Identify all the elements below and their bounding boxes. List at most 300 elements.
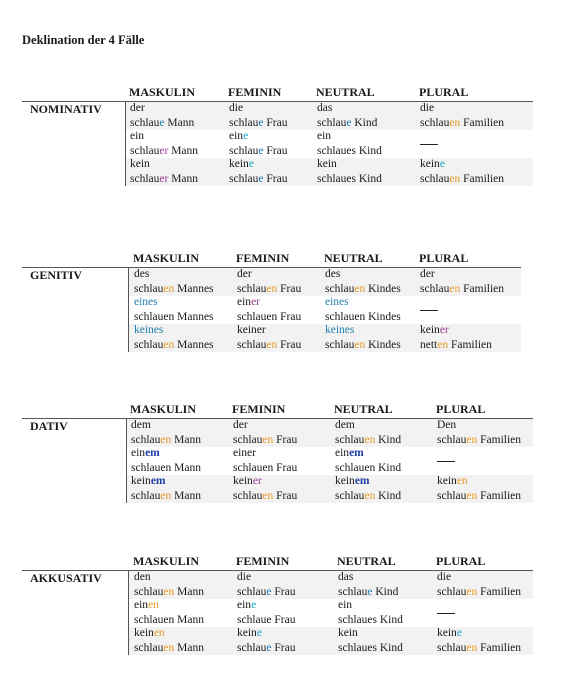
ending-highlight: en [266,338,278,351]
word-text: schlauen Kindes [325,310,401,323]
cell-maskulin [130,101,194,130]
word-text: ein [317,130,332,142]
cell-line [237,295,301,310]
word-text: Kindes [365,282,401,295]
ending-highlight: e [248,158,254,170]
cell-feminin [229,101,287,130]
cell-line [420,267,504,282]
cell-plural [420,157,504,186]
word-text: schlauen Mann [131,461,201,474]
cell-line [130,157,198,172]
word-text: den [134,571,151,583]
cell-maskulin [130,157,198,186]
cell-line [437,418,521,433]
word-text: Mann [164,116,195,129]
ending-highlight: en [456,475,468,487]
word-text: keiner [237,324,266,336]
ending-highlight: em [349,447,364,459]
cell-line [325,267,401,282]
ending-highlight: er [252,475,262,487]
word-text: schlauen Frau [237,310,302,323]
cell-line [317,116,377,131]
ending-highlight: en [466,585,478,598]
declension-table-dativ [0,402,562,522]
cell-feminin [237,267,301,296]
cell-feminin [237,295,301,324]
cell-line [420,116,504,131]
cell-line [338,626,403,641]
ending-highlight: en [449,172,461,185]
cell-line [237,598,295,613]
cell-neutral [325,323,401,352]
ending-highlight: em [354,475,370,487]
word-text: kein [338,627,358,639]
case-label: AKKUSATIV [30,571,102,585]
cell-line [317,101,377,116]
cell-line [229,129,287,144]
word-text: Frau [263,116,288,129]
cell-line [134,585,204,600]
word-text: schlau [420,116,450,129]
column-header-neutral: NEUTRAL [324,251,383,265]
word-text: Mannes [174,338,214,351]
cell-line [134,338,214,353]
word-text: schlau [317,116,347,129]
word-text: die [437,571,452,583]
cell-feminin [233,474,297,503]
word-text: schlau [338,585,368,598]
ending-highlight: en [354,338,366,351]
word-text: schlaues Kind [338,613,403,626]
cell-maskulin [134,323,214,352]
declension-table-genitiv [0,251,562,371]
word-text: schlau [134,282,164,295]
ending-highlight: en [163,282,175,295]
cell-line [420,172,504,187]
ending-highlight: en [160,433,172,446]
ending-highlight: e [258,116,264,129]
ending-highlight: e [367,585,373,598]
word-text: kein [229,158,249,170]
word-text: die [237,571,252,583]
declension-table-nominativ [0,85,562,205]
cell-line [131,433,201,448]
document-title: Deklination der 4 Fälle [22,33,145,47]
word-text: schlau [437,433,467,446]
cell-maskulin [134,295,214,324]
word-text: schlau [233,489,263,502]
column-header-plural: PLURAL [419,251,469,265]
word-text: Familien [477,585,522,598]
word-text: Familien [460,282,505,295]
cell-line [131,446,201,461]
word-text: einer [233,447,256,459]
case-divider [128,267,129,352]
cell-neutral [317,101,377,130]
word-text: Mann [171,489,201,502]
cell-plural [420,267,504,296]
ending-highlight: keines [325,324,355,336]
word-text: Den [437,419,457,431]
cell-line [233,461,297,476]
cell-line [130,172,198,187]
ending-highlight: er [159,172,169,185]
cell-line [237,641,295,656]
cell-line [437,570,521,585]
column-header-feminin: FEMININ [228,85,282,99]
word-text: schlau [134,641,164,654]
cell-line [233,418,297,433]
ending-highlight: en [153,627,165,639]
word-text: der [130,102,145,114]
cell-plural [437,626,521,655]
cell-neutral [317,129,382,158]
word-text: Familien [460,172,505,185]
ending-highlight: eines [325,296,349,308]
case-label: NOMINATIV [30,102,102,116]
cell-neutral [335,446,401,475]
word-text: Frau [271,585,296,598]
word-text: schlau [130,144,160,157]
word-text: Frau [273,433,298,446]
cell-plural [437,451,455,466]
cell-line [325,310,401,325]
ending-highlight: en [160,489,172,502]
cell-line [420,157,504,172]
ending-highlight: en [364,433,376,446]
ending-highlight: en [449,116,461,129]
empty-dash [437,613,455,614]
cell-line [134,613,204,628]
cell-line [229,116,287,131]
cell-neutral [325,267,401,296]
cell-line [338,641,403,656]
word-text: ein [338,599,353,611]
word-text: kein [335,475,355,487]
cell-line [420,338,492,353]
cell-line [134,295,214,310]
word-text: Kind [351,116,378,129]
word-text: schlauen Mann [134,613,204,626]
case-label: DATIV [30,419,68,433]
ending-highlight: e [439,158,445,170]
cell-line [130,144,198,159]
cell-line [437,433,521,448]
word-text: dem [131,419,151,431]
cell-line [134,282,214,297]
ending-highlight: er [439,324,449,336]
cell-plural [420,101,504,130]
cell-line [130,101,194,116]
ending-highlight: e [346,116,352,129]
word-text: kein [437,475,457,487]
word-text: die [229,102,244,114]
cell-line [134,310,214,325]
cell-maskulin [131,418,201,447]
word-text: schlauen Frau [233,461,298,474]
cell-line [131,474,201,489]
cell-line [317,144,382,159]
column-header-feminin: FEMININ [232,402,286,416]
word-text: schlau [325,338,355,351]
cell-feminin [229,157,287,186]
word-text: nett [420,338,438,351]
cell-line [437,626,521,641]
word-text: schlau [437,489,467,502]
word-text: Familien [477,641,522,654]
cell-line [335,418,401,433]
cell-line [338,598,403,613]
word-text: schlau [237,585,267,598]
cell-line [335,433,401,448]
word-text: kein [130,158,150,170]
word-text: kein [233,475,253,487]
cell-feminin [237,570,295,599]
word-text: Mann [171,433,201,446]
word-text: Familien [477,489,522,502]
ending-highlight: en [163,338,175,351]
cell-plural [437,418,521,447]
ending-highlight: em [145,447,160,459]
cell-line [233,433,297,448]
ending-highlight: e [456,627,462,639]
word-text: ein [130,130,145,142]
cell-line [131,461,201,476]
word-text: schlau [335,433,365,446]
word-text: schlau [325,282,355,295]
cell-line [338,613,403,628]
word-text: kein [317,158,337,170]
ending-highlight: en [148,599,159,611]
cell-line [420,323,492,338]
cell-feminin [237,598,295,627]
cell-maskulin [131,446,201,475]
word-text: schlau [130,116,160,129]
ending-highlight: en [262,433,274,446]
word-text: ein [237,599,252,611]
cell-neutral [338,598,403,627]
cell-feminin [237,626,295,655]
word-text: kein [437,627,457,639]
word-text: Frau [271,641,296,654]
cell-plural [420,323,492,352]
cell-line [229,144,287,159]
cell-plural [437,603,455,618]
word-text: schlaues Kind [317,144,382,157]
ending-highlight: en [466,433,478,446]
column-header-plural: PLURAL [436,554,486,568]
word-text: kein [420,324,440,336]
word-text: Familien [460,116,505,129]
word-text: schlaues Kind [317,172,382,185]
cell-feminin [237,323,301,352]
cell-feminin [233,446,297,475]
cell-line [233,446,297,461]
word-text: Mann [174,641,204,654]
word-text: schlauen Mannes [134,310,214,323]
ending-highlight: e [243,130,249,142]
cell-line [335,446,401,461]
cell-neutral [317,157,382,186]
empty-dash [420,310,438,311]
ending-highlight: en [449,282,461,295]
word-text: Frau [277,282,302,295]
cell-line [134,267,214,282]
cell-plural [437,570,521,599]
column-header-feminin: FEMININ [236,251,290,265]
word-text: ein [237,296,252,308]
word-text: schlaue Frau [237,613,296,626]
word-text: des [134,268,150,280]
cell-line [437,585,521,600]
word-text: schlau [437,585,467,598]
cell-line [437,489,521,504]
cell-line [420,282,504,297]
word-text: Familien [448,338,492,351]
word-text: Frau [263,144,288,157]
ending-highlight: e [251,599,257,611]
word-text: schlau [229,172,259,185]
cell-line [437,641,521,656]
word-text: der [420,268,435,280]
cell-line [325,282,401,297]
cell-line [237,267,301,282]
word-text: schlau [237,282,267,295]
word-text: das [338,571,354,583]
cell-line [325,338,401,353]
ending-highlight: en [466,489,478,502]
word-text: schlau [134,338,164,351]
column-header-maskulin: MASKULIN [130,402,197,416]
cell-line [237,613,295,628]
cell-line [237,323,301,338]
word-text: das [317,102,333,114]
case-divider [126,418,127,503]
cell-maskulin [131,474,201,503]
ending-highlight: e [266,641,272,654]
column-header-plural: PLURAL [436,402,486,416]
declension-table-akkusativ [0,554,562,674]
empty-dash [420,144,438,145]
cell-line [134,626,204,641]
cell-neutral [325,295,401,324]
word-text: schlauen Kind [335,461,402,474]
word-text: schlau [131,489,161,502]
word-text: Familien [477,433,522,446]
cell-line [420,101,504,116]
word-text: Mann [174,585,204,598]
cell-line [134,570,204,585]
cell-line [237,338,301,353]
column-header-neutral: NEUTRAL [334,402,393,416]
cell-plural [420,300,438,315]
word-text: schlau [420,282,450,295]
word-text: schlau [237,641,267,654]
word-text: Mann [168,144,199,157]
ending-highlight: e [258,144,264,157]
word-text: Mann [168,172,199,185]
word-text: schlau [130,172,160,185]
cell-line [317,157,382,172]
ending-highlight: en [466,641,478,654]
ending-highlight: en [262,489,274,502]
cell-line [237,282,301,297]
word-text: des [325,268,341,280]
cell-neutral [338,570,398,599]
word-text: der [237,268,252,280]
cell-feminin [229,129,287,158]
cell-line [325,323,401,338]
cell-maskulin [134,598,204,627]
ending-highlight: en [163,585,175,598]
ending-highlight: en [266,282,278,295]
cell-line [335,461,401,476]
cell-line [237,310,301,325]
cell-maskulin [130,129,198,158]
cell-line [338,570,398,585]
cell-line [335,489,401,504]
case-label: GENITIV [30,268,83,282]
word-text: schlau [229,116,259,129]
word-text: schlau [131,433,161,446]
cell-maskulin [134,570,204,599]
column-header-maskulin: MASKULIN [129,85,196,99]
ending-highlight: e [266,585,272,598]
ending-highlight: en [163,641,175,654]
word-text: dem [335,419,355,431]
word-text: schlau [437,641,467,654]
word-text: schlau [233,433,263,446]
ending-highlight: e [159,116,165,129]
ending-highlight: en [354,282,366,295]
word-text: ein [335,447,350,459]
ending-highlight: er [159,144,169,157]
cell-line [317,172,382,187]
word-text: Kind [375,489,402,502]
word-text: kein [237,627,257,639]
cell-line [237,626,295,641]
word-text: Frau [273,489,298,502]
ending-highlight: em [150,475,166,487]
column-header-neutral: NEUTRAL [316,85,375,99]
cell-neutral [335,418,401,447]
cell-line [131,489,201,504]
cell-line [325,295,401,310]
ending-highlight: eines [134,296,158,308]
cell-line [134,641,204,656]
cell-line [130,116,194,131]
word-text: schlau [335,489,365,502]
case-divider [128,570,129,655]
cell-plural [437,474,521,503]
ending-highlight: en [437,338,449,351]
word-text: ein [131,447,146,459]
cell-line [233,474,297,489]
column-header-feminin: FEMININ [236,554,290,568]
word-text: Frau [263,172,288,185]
cell-line [134,598,204,613]
case-divider [125,101,126,186]
cell-line [131,418,201,433]
column-header-neutral: NEUTRAL [337,554,396,568]
word-text: schlaues Kind [338,641,403,654]
word-text: kein [131,475,151,487]
ending-highlight: en [364,489,376,502]
cell-line [229,172,287,187]
word-text: schlau [420,172,450,185]
word-text: kein [134,627,154,639]
word-text: Kind [372,585,399,598]
